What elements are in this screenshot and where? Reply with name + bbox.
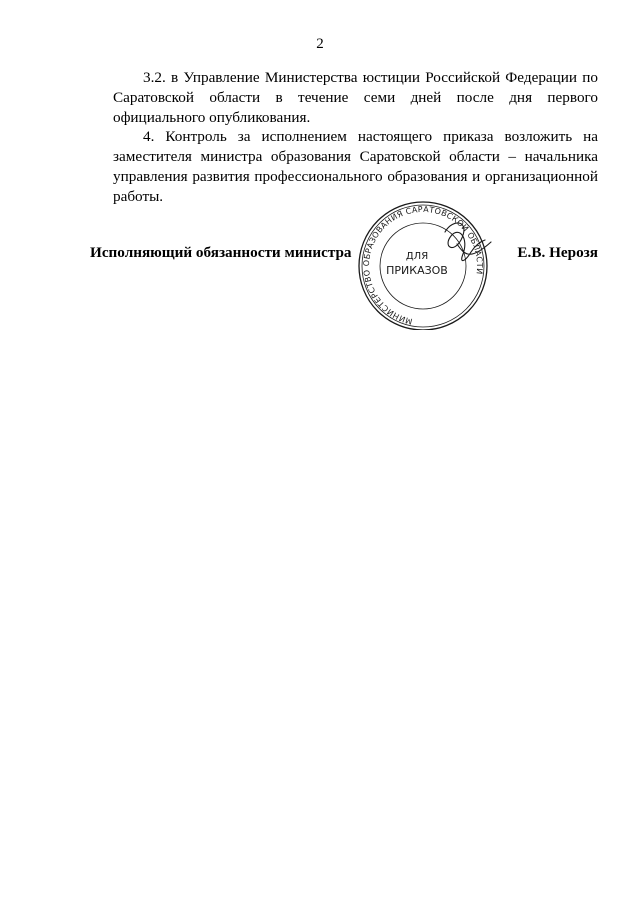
page-number: 2 <box>316 36 324 52</box>
official-stamp <box>353 196 493 330</box>
paragraph-4: 4. Контроль за исполнением настоящего приказа возложить на заместителя министра образования Саратовской области – начальника управления развития профессионального образования и организационной работы. <box>113 128 598 205</box>
stamp-center-line2: ПРИКАЗОВ <box>386 264 448 277</box>
paragraph-3-2: 3.2. в Управление Министерства юстиции Российской Федерации по Саратовской области в течение семи дней после дня первого официального опубликования. <box>113 69 598 126</box>
stamp-ring-text: МИНИСТЕРСТВО ОБРАЗОВАНИЯ САРАТОВСКОЙ ОБЛАСТИ <box>361 204 485 326</box>
signatory-name: Е.В. Нерозя <box>517 244 598 261</box>
signatory-title: Исполняющий обязанности министра <box>90 244 352 261</box>
stamp-center-line1: ДЛЯ <box>405 251 429 262</box>
